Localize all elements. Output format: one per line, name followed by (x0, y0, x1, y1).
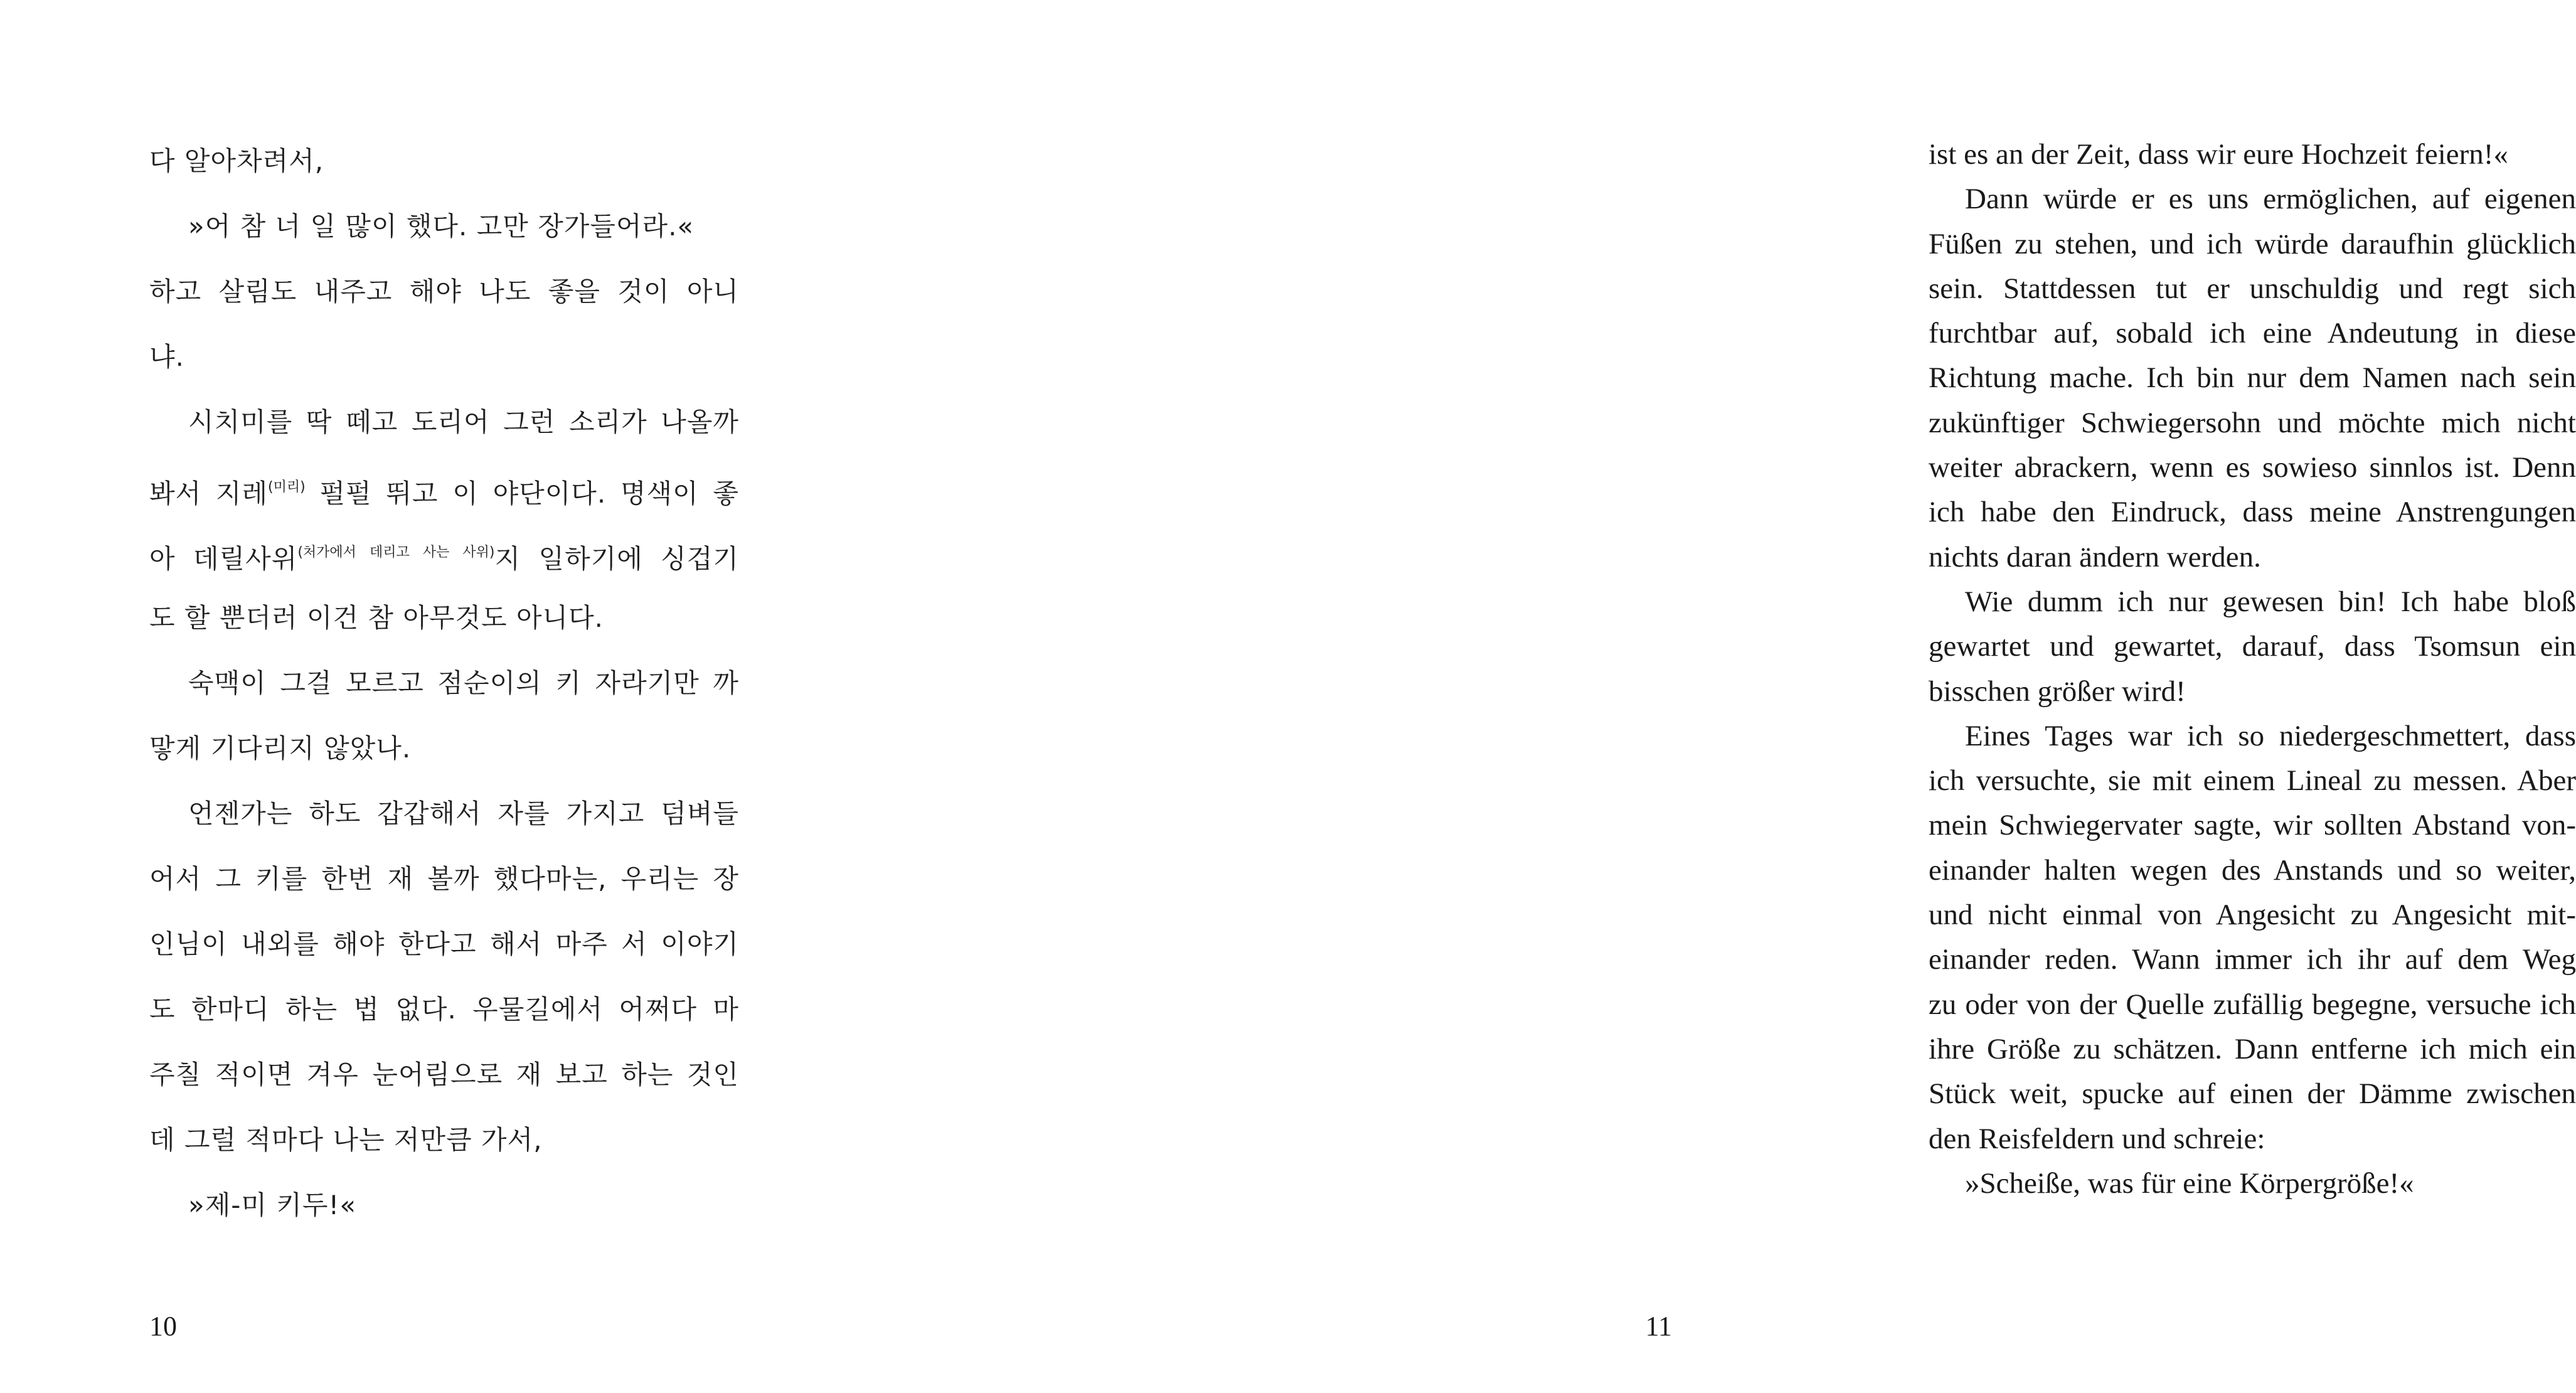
text-line: furchtbar auf, sobald ich eine Andeutung in diese (1929, 317, 2576, 350)
text-line: Stück weit, spucke auf einen der Dämme zwischen (1929, 1077, 2576, 1111)
text-line: »Scheiße, was für eine Körpergröße!« (1965, 1166, 2414, 1200)
korean-text-block (149, 129, 739, 1238)
text-line: Wie dumm ich nur gewesen bin! Ich habe bloß (1965, 585, 2576, 618)
text-line: 냐. (149, 341, 184, 372)
text-line: Richtung mache. Ich bin nur dem Namen nach sein (1929, 361, 2576, 395)
text-line (149, 455, 739, 520)
text-line: 도 한마디 하는 법 없다. 우물길에서 어쩌다 마 (149, 994, 739, 1025)
text-line: ich versuchte, sie mit einem Lineal zu messen. Aber (1929, 764, 2576, 798)
page-number-left: 10 (149, 1311, 177, 1342)
text-line: nichts daran ändern werden. (1929, 540, 2261, 574)
text-line: 주칠 적이면 겨우 눈어림으로 재 보고 하는 것인 (149, 1059, 739, 1090)
text-line: 데 그럴 적마다 나는 저만큼 가서, (149, 1124, 543, 1155)
text-line: Eines Tages war ich so niedergeschmettert, dass (1965, 719, 2576, 752)
german-text-block (1929, 132, 2576, 1206)
gloss-annotation: (처가에서 데리고 사는 사위) (297, 545, 495, 560)
text-line: »제-미 키두!« (188, 1190, 357, 1220)
text-line: mein Schwiegervater sagte, wir sollten Abstand von- (1929, 809, 2576, 842)
text-line: weiter abrackern, wenn es sowieso sinnlos ist. Denn (1929, 451, 2576, 484)
left-page (0, 0, 904, 1393)
text-segment: 봐서 지레 (149, 478, 269, 509)
gloss-annotation: (미리) (268, 479, 306, 495)
text-line: einander halten wegen des Anstands und so weiter, (1929, 853, 2576, 887)
text-line: Füßen zu stehen, und ich würde daraufhin glücklich (1929, 227, 2576, 260)
text-line (149, 520, 739, 585)
text-line: 다 알아차려서, (149, 146, 324, 176)
text-line: 시치미를 딱 떼고 도리어 그런 소리가 나올까 (188, 407, 739, 437)
text-line: gewartet und gewartet, darauf, dass Tsomsun ein (1929, 630, 2576, 663)
text-segment: 아 데릴사위 (149, 543, 298, 574)
text-segment: 펄펄 뛰고 이 야단이다. 명색이 좋 (305, 478, 739, 509)
text-line: 도 할 뿐더러 이건 참 아무것도 아니다. (149, 602, 604, 633)
text-segment: 지 일하기에 싱겁기 (494, 543, 740, 574)
text-line: 맣게 기다리지 않았나. (149, 733, 412, 764)
text-line: ihre Größe zu schätzen. Dann entferne ich mich ein (1929, 1032, 2576, 1065)
text-line: sein. Stattdessen tut er unschuldig und regt sich (1929, 272, 2576, 305)
text-line: »어 참 너 일 많이 했다. 고만 장가들어라.« (188, 211, 695, 242)
text-line: Dann würde er es uns ermöglichen, auf eigenen (1965, 183, 2576, 216)
page-number-right: 11 (1645, 1311, 1672, 1342)
text-line: bisschen größer wird! (1929, 675, 2186, 708)
text-line: und nicht einmal von Angesicht zu Angesicht mit- (1929, 899, 2576, 932)
text-line: 하고 살림도 내주고 해야 나도 좋을 것이 아니 (149, 276, 739, 307)
right-page (904, 0, 2576, 1393)
text-line: den Reisfeldern und schreie: (1929, 1122, 2265, 1155)
text-line: einander reden. Wann immer ich ihr auf dem Weg (1929, 943, 2576, 976)
text-line: 언젠가는 하도 갑갑해서 자를 가지고 덤벼들 (188, 798, 739, 829)
text-line: zu oder von der Quelle zufällig begegne, versuche ich (1929, 988, 2576, 1021)
text-line: zukünftiger Schwiegersohn und möchte mich nicht (1929, 406, 2576, 439)
text-line: 숙맥이 그걸 모르고 점순이의 키 자라기만 까 (188, 668, 739, 698)
text-line: ist es an der Zeit, dass wir eure Hochzeit feiern!« (1929, 138, 2508, 171)
text-line: ich habe den Eindruck, dass meine Anstrengungen (1929, 496, 2576, 529)
text-line: 어서 그 키를 한번 재 볼까 했다마는, 우리는 장 (149, 863, 739, 894)
text-line: 인님이 내외를 해야 한다고 해서 마주 서 이야기 (149, 929, 739, 959)
